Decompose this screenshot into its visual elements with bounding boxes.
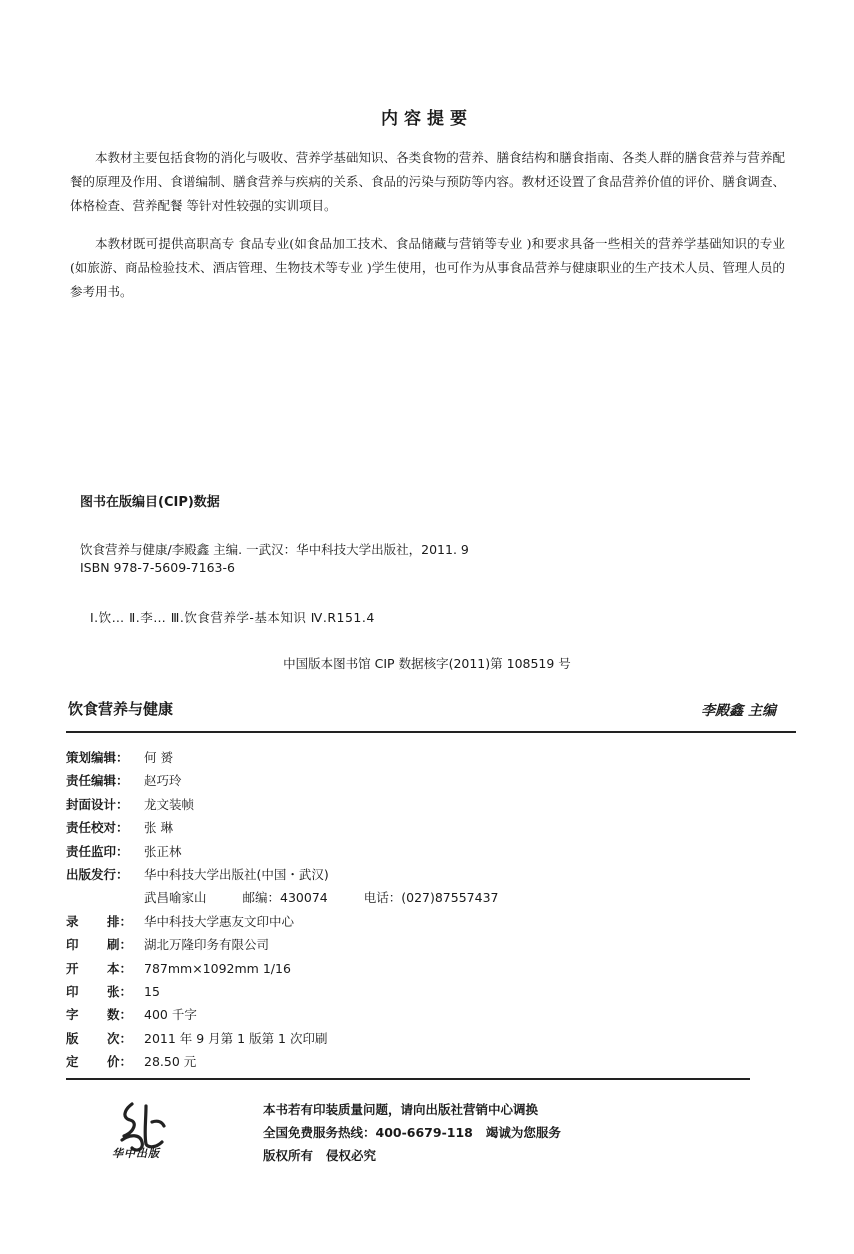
cip-verification: 中国版本图书馆 CIP 数据核字(2011)第 108519 号 xyxy=(283,656,571,671)
spec-row xyxy=(66,980,498,1003)
notice-line: 本书若有印装质量问题，请向出版社营销中心调换 xyxy=(263,1102,539,1117)
spec-label-char: 字 xyxy=(66,1007,79,1023)
cip-isbn: ISBN 978-7-5609-7163-6 xyxy=(80,560,235,575)
spec-label-char: 印 xyxy=(66,937,79,953)
book-title: 饮食营养与健康 xyxy=(68,700,174,718)
address-phone: 电话：(027)87557437 xyxy=(363,890,499,906)
notices-block xyxy=(263,1098,561,1167)
cip-heading: 图书在版编目(CIP)数据 xyxy=(80,495,220,510)
notice-line: 全国免费服务热线：400-6679-118 竭诚为您服务 xyxy=(263,1125,561,1140)
spec-label-char: 印 xyxy=(66,983,79,999)
spec-label-char: 价： xyxy=(106,1054,132,1070)
credits-block xyxy=(66,746,498,1073)
chief-editor: 李殿鑫 主编 xyxy=(701,703,776,719)
summary-title: 内容提要 xyxy=(381,109,473,129)
summary-paragraph-2 xyxy=(70,232,785,304)
credit-value: 何 赟 xyxy=(144,750,173,765)
credit-label: 责任监印： xyxy=(66,843,129,859)
spec-value: 湖北万隆印务有限公司 xyxy=(144,937,270,953)
spec-label-char: 定 xyxy=(66,1054,79,1070)
spec-value: 2011 年 9 月第 1 版第 1 次印刷 xyxy=(144,1030,328,1046)
credit-row xyxy=(66,793,498,816)
credit-row xyxy=(66,840,498,863)
credit-value: 张 琳 xyxy=(144,820,173,836)
spec-label-char: 排： xyxy=(106,913,132,929)
spec-row xyxy=(66,1050,498,1073)
bottom-divider xyxy=(66,1078,750,1080)
spec-label-char: 开 xyxy=(66,960,79,976)
spec-label-char: 次： xyxy=(106,1030,132,1046)
address-place: 武昌喻家山 xyxy=(144,890,207,906)
spec-row xyxy=(66,910,498,933)
spec-row xyxy=(66,1003,498,1026)
top-divider xyxy=(66,731,796,733)
summary-text-2: 本教材既可提供高职高专 食品专业(如食品加工技术、食品储藏与营销等专业 )和要求具备一些相关的营养学基础知识的专业(如旅游、商品检验技术、酒店管理、生物技术等专业 )学生使用，也可作为从事食品营养与健康职业的生产技术人员、管理人员的参考用书。 xyxy=(70,236,785,299)
credit-label: 策划编辑： xyxy=(66,750,129,765)
credit-value: 龙文装帧 xyxy=(144,796,195,812)
credit-value: 张正林 xyxy=(144,843,182,859)
credit-label: 封面设计： xyxy=(66,796,129,812)
credit-value: 华中科技大学出版社(中国・武汉) xyxy=(144,866,329,882)
spec-value: 华中科技大学惠友文印中心 xyxy=(144,913,295,929)
summary-paragraph-1 xyxy=(70,146,785,218)
credit-label: 责任编辑： xyxy=(66,773,129,789)
spec-label-char: 录 xyxy=(66,913,79,929)
spec-label-char: 数： xyxy=(106,1007,132,1023)
address-postcode: 邮编：430074 xyxy=(242,890,328,906)
credit-value: 赵巧玲 xyxy=(144,773,182,789)
spec-row xyxy=(66,957,498,980)
credit-row xyxy=(66,769,498,792)
spec-value: 28.50 元 xyxy=(144,1054,197,1070)
cip-record-line: 饮食营养与健康/李殿鑫 主编. 一武汉：华中科技大学出版社，2011. 9 xyxy=(80,542,469,557)
spec-row xyxy=(66,933,498,956)
spec-label-char: 张： xyxy=(106,983,132,999)
spec-label-char: 本： xyxy=(106,960,132,976)
credit-row xyxy=(66,816,498,839)
spec-value: 400 千字 xyxy=(144,1007,197,1023)
credit-row xyxy=(66,746,498,769)
spec-label-char: 版 xyxy=(66,1030,79,1046)
publisher-logo-text: 华中出版 xyxy=(112,1147,160,1160)
cip-classification: Ⅰ.饮… Ⅱ.李… Ⅲ.饮食营养学-基本知识 Ⅳ.R151.4 xyxy=(90,610,375,625)
spec-value: 15 xyxy=(144,983,160,999)
spec-row xyxy=(66,1027,498,1050)
summary-text-1: 本教材主要包括食物的消化与吸收、营养学基础知识、各类食物的营养、膳食结构和膳食指南、各类人群的膳食营养与营养配餐的原理及作用、食谱编制、膳食营养与疾病的关系、食品的污染与预防等内容。教材还设置了食品营养价值的评价、膳食调查、体格检查、营养配餐 等针对性较强的实训项目。 xyxy=(70,150,785,213)
credit-row xyxy=(66,863,498,886)
credit-label: 责任校对： xyxy=(66,820,129,836)
address-row xyxy=(66,886,498,909)
notice-line: 版权所有 侵权必究 xyxy=(263,1148,377,1163)
spec-label-char: 刷： xyxy=(106,937,132,953)
credit-label: 出版发行： xyxy=(66,866,129,882)
spec-value: 787mm×1092mm 1/16 xyxy=(144,960,291,976)
